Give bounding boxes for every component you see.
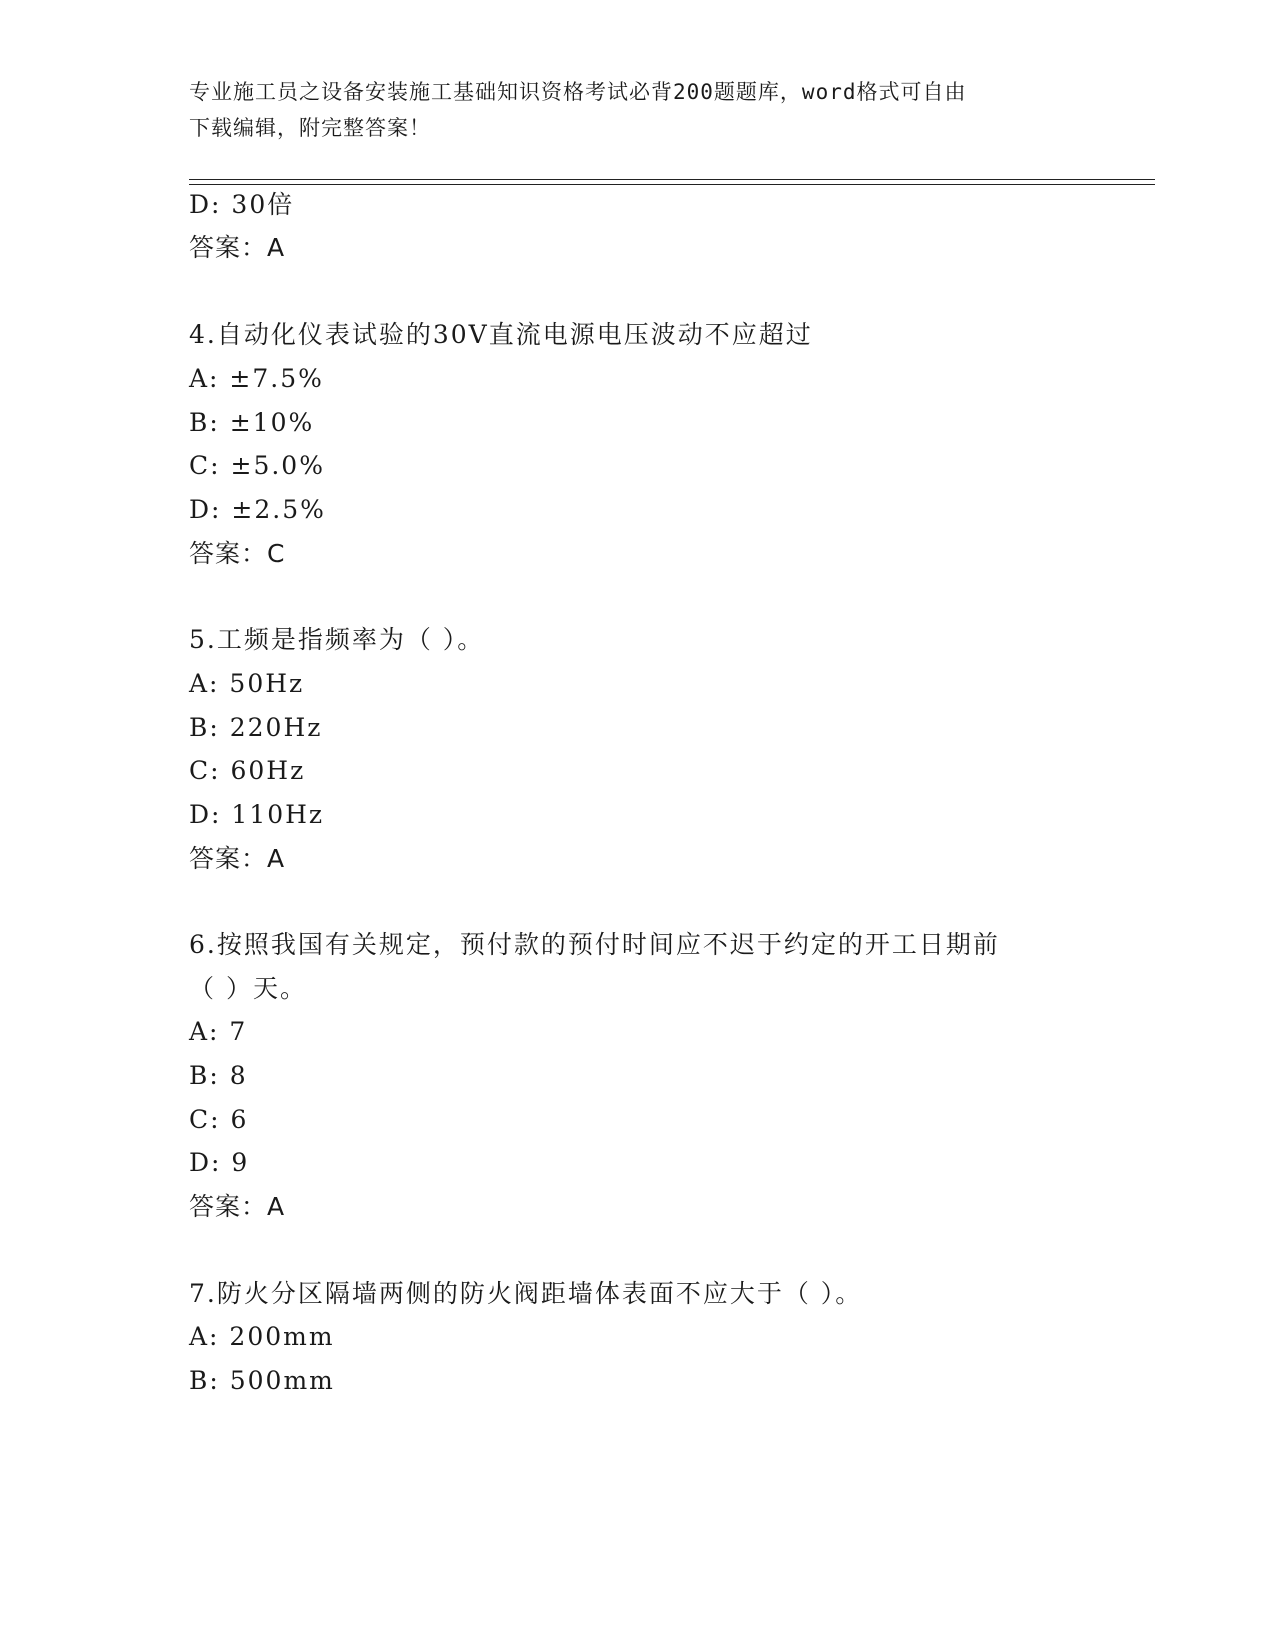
q7-option-a: A: 200mm xyxy=(189,1322,335,1351)
q6-question-line-2: （ ）天。 xyxy=(189,974,307,1003)
q5-option-c: C: 60Hz xyxy=(189,756,306,785)
q4-answer: 答案：C xyxy=(189,539,286,568)
q6-option-d: D: 9 xyxy=(189,1148,250,1177)
q6-question-line-1: 6.按照我国有关规定，预付款的预付时间应不迟于约定的开工日期前 xyxy=(189,930,1000,959)
q7-option-b: B: 500mm xyxy=(189,1366,335,1395)
header-line-2: 下载编辑，附完整答案！ xyxy=(189,116,431,140)
q6-option-b: B: 8 xyxy=(189,1061,248,1090)
q5-answer: 答案：A xyxy=(189,844,286,873)
q5-option-a: A: 50Hz xyxy=(189,669,305,698)
q5-option-d: D: 110Hz xyxy=(189,800,325,829)
q7-question: 7.防火分区隔墙两侧的防火阀距墙体表面不应大于（ ）。 xyxy=(189,1279,863,1308)
header-divider xyxy=(189,179,1155,185)
q5-option-b: B: 220Hz xyxy=(189,713,323,742)
q5-question: 5.工频是指频率为（ ）。 xyxy=(189,625,485,654)
q4-option-c: C: ±5.0% xyxy=(189,451,325,480)
header-line-1: 专业施工员之设备安装施工基础知识资格考试必背200题题库，word格式可自由 xyxy=(189,80,967,104)
prev-option-d: D: 30倍 xyxy=(189,190,295,219)
prev-answer: 答案：A xyxy=(189,233,286,262)
q4-option-d: D: ±2.5% xyxy=(189,495,326,524)
q4-option-b: B: ±10% xyxy=(189,408,315,437)
q6-answer: 答案：A xyxy=(189,1192,286,1221)
q4-option-a: A: ±7.5% xyxy=(189,364,324,393)
q4-question: 4.自动化仪表试验的30V直流电源电压波动不应超过 xyxy=(189,320,813,349)
q6-option-a: A: 7 xyxy=(189,1017,248,1046)
document-header xyxy=(189,74,1089,146)
q6-option-c: C: 6 xyxy=(189,1105,249,1134)
